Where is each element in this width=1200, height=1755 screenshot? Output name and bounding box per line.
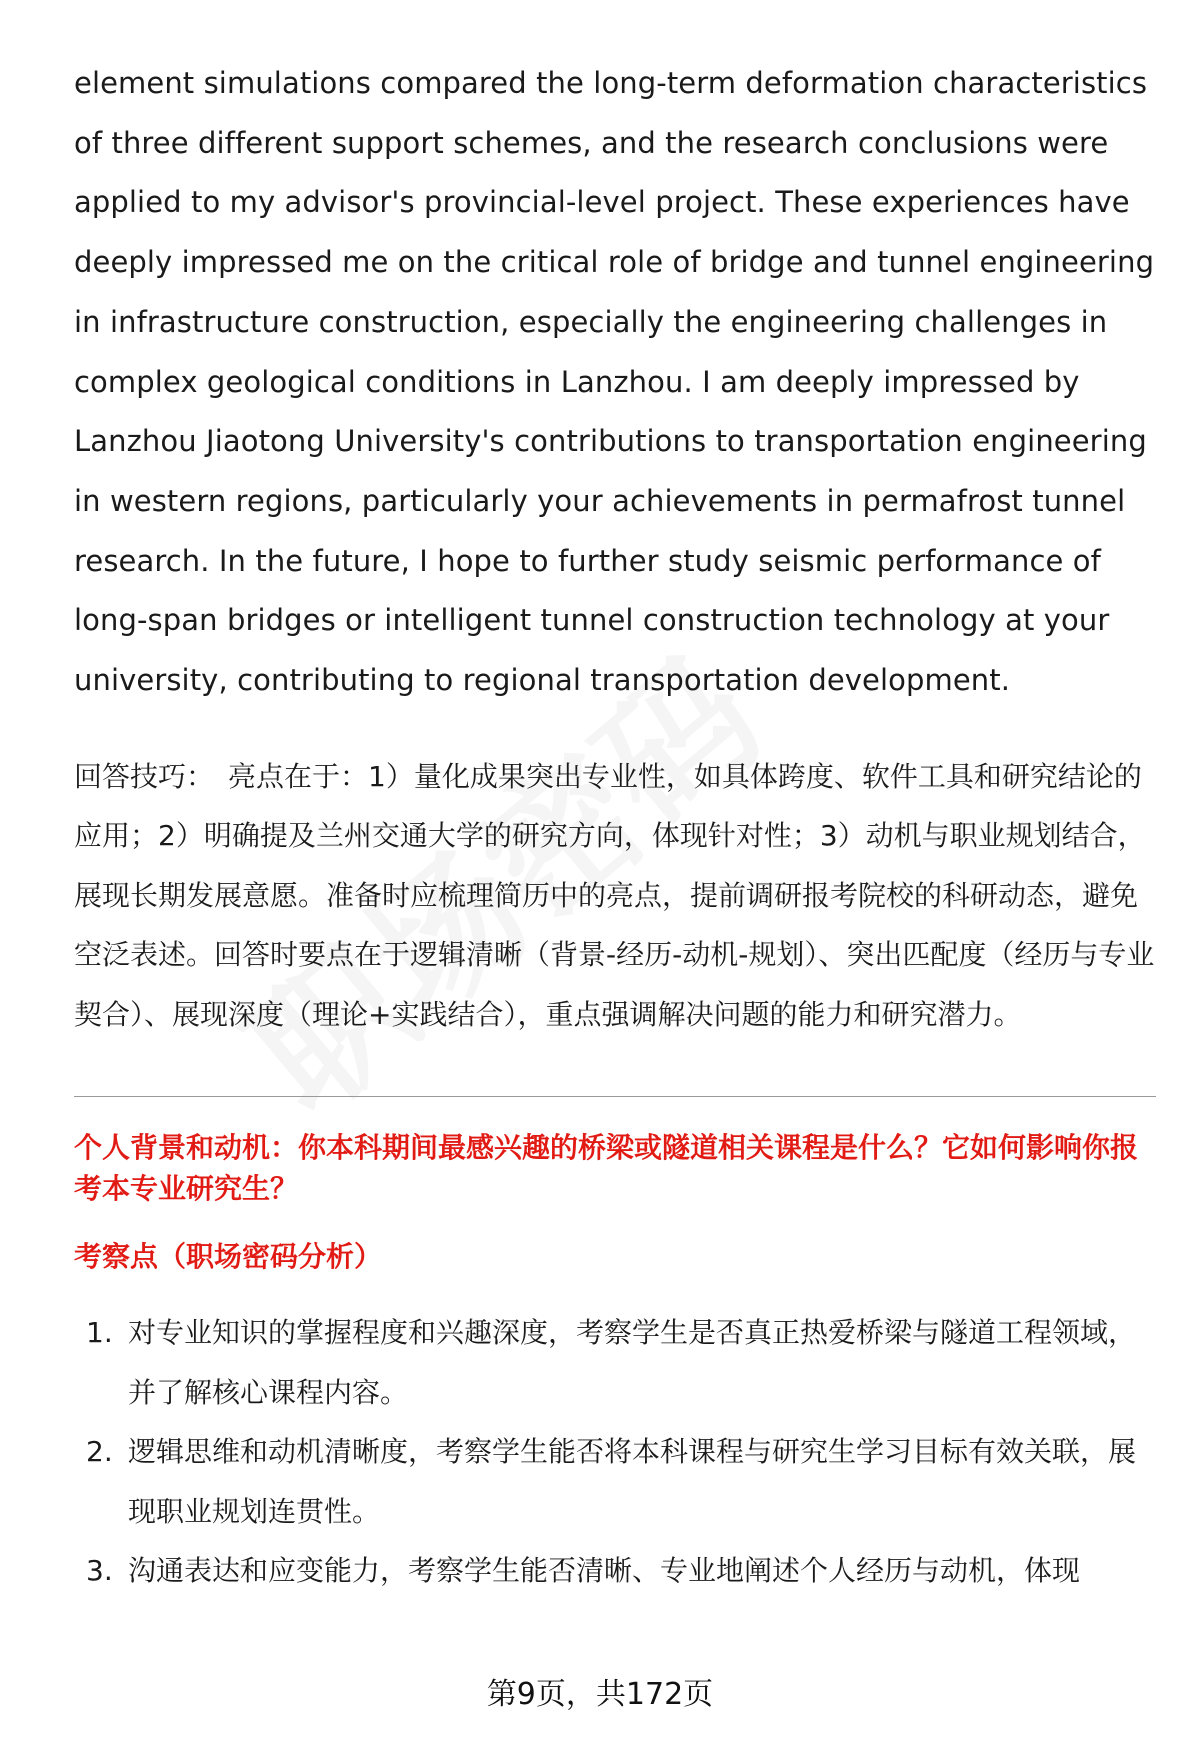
list-item-text: 沟通表达和应变能力，考察学生能否清晰、专业地阐述个人经历与动机，体现 xyxy=(128,1554,1081,1588)
answer-tips xyxy=(74,747,1156,1045)
list-item-number: 2. xyxy=(86,1435,113,1469)
tips-label: 回答技巧： xyxy=(74,759,215,793)
page-number: 第9页，共172页 xyxy=(486,1677,714,1712)
section-divider xyxy=(74,1096,1156,1097)
list-item xyxy=(74,1422,1156,1541)
question-title: 个人背景和动机：你本科期间最感兴趣的桥梁或隧道相关课程是什么？它如何影响你报考本专业研究生？ xyxy=(74,1131,1139,1206)
tips-text: 亮点在于：1）量化成果突出专业性，如具体跨度、软件工具和研究结论的应用；2）明确提及兰州交通大学的研究方向，体现针对性；3）动机与职业规划结合，展现长期发展意愿。准备时应梳理简历中的亮点，提前调研报考院校的科研动态，避免空泛表述。回答时要点在于逻辑清晰（背景-经历-动机-规划）、突出匹配度（经历与专业契合）、展现深度（理论+实践结合），重点强调解决问题的能力和研究潜力。 xyxy=(74,759,1155,1031)
assessment-list xyxy=(74,1303,1156,1601)
document-page xyxy=(74,54,1156,1601)
list-item xyxy=(74,1303,1156,1422)
list-item xyxy=(74,1541,1156,1601)
list-item-number: 3. xyxy=(86,1554,113,1588)
answer-paragraph: element simulations compared the long-term deformation characteristics of three different support schemes, and the research conclusions were applied to my advisor's provincial-level project. These experiences have deeply impressed me on the critical role of bridge and tunnel engineering in infrastructure construction, especially the engineering challenges in complex geological conditions in Lanzhou. I am deeply impressed by Lanzhou Jiaotong University's contributions to transportation engineering in western regions, particularly your achievements in permafrost tunnel research. In the future, I hope to further study seismic performance of long-span bridges or intelligent tunnel construction technology at your university, contributing to regional transportation development. xyxy=(74,66,1155,698)
list-item-text: 对专业知识的掌握程度和兴趣深度，考察学生是否真正热爱桥梁与隧道工程领域，并了解核心课程内容。 xyxy=(128,1316,1137,1409)
section-title: 考察点（职场密码分析） xyxy=(74,1240,383,1274)
list-item-text: 逻辑思维和动机清晰度，考察学生能否将本科课程与研究生学习目标有效关联，展现职业规划连贯性。 xyxy=(128,1435,1137,1528)
list-item-number: 1. xyxy=(86,1316,113,1350)
